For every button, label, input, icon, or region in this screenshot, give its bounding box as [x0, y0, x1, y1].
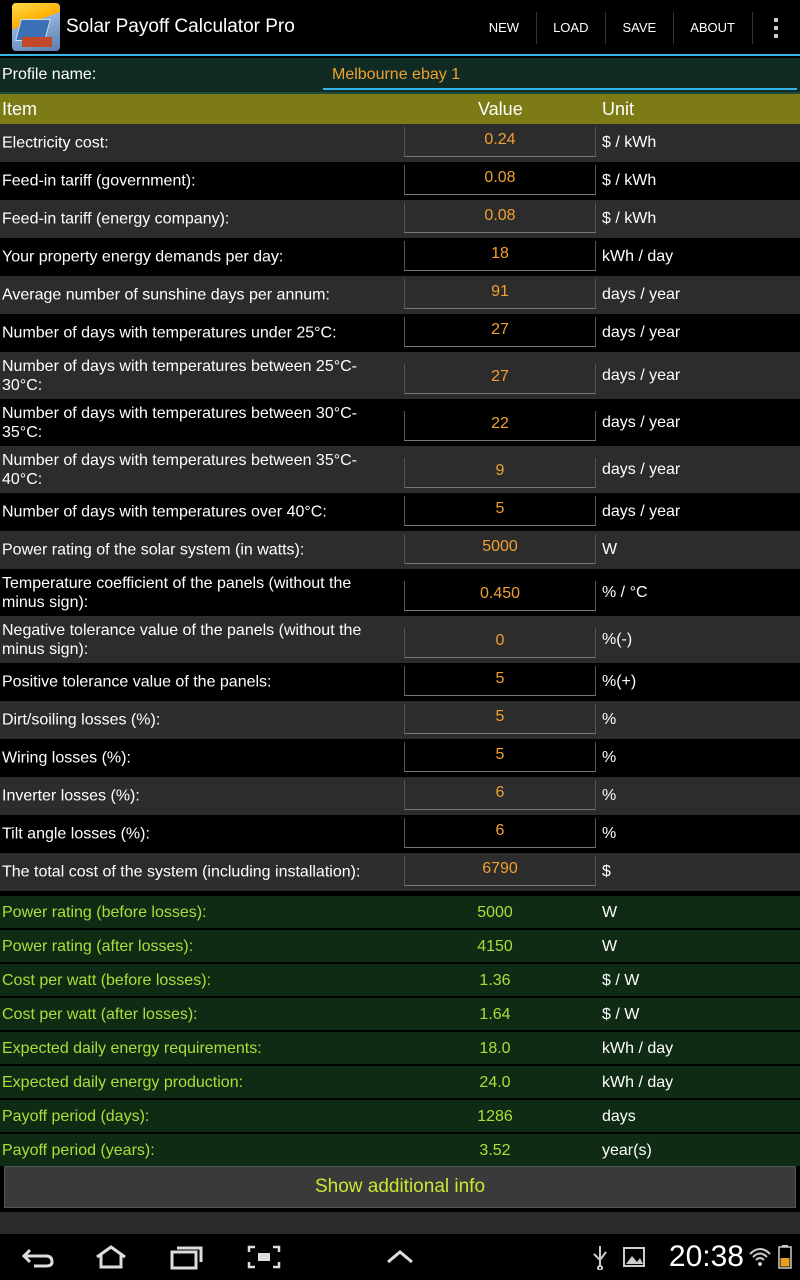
app-title: Solar Payoff Calculator Pro	[66, 16, 295, 37]
result-row	[0, 1098, 800, 1132]
result-unit: W	[602, 904, 618, 921]
app-logo-icon[interactable]	[12, 3, 60, 51]
result-label: Cost per watt (before losses):	[2, 972, 211, 989]
input-label: Negative tolerance value of the panels (without the minus sign):	[2, 621, 362, 658]
result-row	[0, 894, 800, 928]
results-table	[0, 894, 800, 1166]
column-unit: Unit	[602, 99, 635, 119]
show-additional-info-button[interactable]: Show additional info	[4, 1166, 796, 1208]
unit-label: $	[602, 863, 611, 880]
input-row	[0, 569, 800, 616]
input-table	[0, 124, 800, 891]
input-row	[0, 853, 800, 891]
back-icon[interactable]	[20, 1244, 56, 1270]
unit-label: $ / kWh	[602, 210, 657, 227]
gallery-icon	[622, 1244, 646, 1270]
input-row	[0, 124, 800, 162]
unit-label: days / year	[602, 460, 681, 478]
input-row	[0, 701, 800, 739]
unit-label: %	[602, 749, 617, 766]
result-unit: days	[602, 1108, 636, 1125]
result-row	[0, 1132, 800, 1166]
result-row	[0, 996, 800, 1030]
value-input[interactable]: 6790	[404, 856, 596, 886]
result-unit: $ / W	[602, 1006, 640, 1023]
status-clock: 20:38	[668, 1240, 744, 1273]
battery-icon	[776, 1244, 794, 1270]
result-label: Cost per watt (after losses):	[2, 1006, 198, 1023]
result-row	[0, 928, 800, 962]
input-row	[0, 493, 800, 531]
action-bar	[0, 0, 800, 56]
input-label: Your property energy demands per day:	[2, 248, 284, 266]
input-row	[0, 162, 800, 200]
load-button[interactable]: LOAD	[536, 0, 605, 56]
input-row	[0, 739, 800, 777]
input-row	[0, 352, 800, 399]
input-label: Feed-in tariff (energy company):	[2, 210, 230, 228]
value-input[interactable]: 5000	[404, 534, 596, 564]
screenshot-icon[interactable]	[246, 1244, 282, 1270]
input-label: Temperature coefficient of the panels (without the minus sign):	[2, 574, 352, 611]
profile-label: Profile name:	[2, 66, 97, 83]
input-label: Wiring losses (%):	[2, 749, 131, 767]
input-label: Feed-in tariff (government):	[2, 172, 196, 190]
save-button[interactable]: SAVE	[605, 0, 673, 56]
result-row	[0, 1064, 800, 1098]
result-value: 1.36	[479, 972, 511, 989]
result-unit: kWh / day	[602, 1074, 674, 1091]
input-row	[0, 238, 800, 276]
bottom-strip	[0, 1212, 800, 1234]
input-row	[0, 276, 800, 314]
value-input[interactable]: 6	[404, 780, 596, 810]
unit-label: days / year	[602, 324, 681, 341]
table-header	[0, 94, 800, 124]
input-label: Number of days with temperatures between 25°C-30°C:	[2, 357, 358, 394]
column-item: Item	[2, 99, 38, 119]
value-input[interactable]: 0.08	[404, 203, 596, 233]
value-input[interactable]: 5	[404, 666, 596, 696]
value-input[interactable]: 5	[404, 496, 596, 526]
unit-label: % / °C	[602, 583, 648, 601]
result-unit: year(s)	[602, 1142, 652, 1159]
unit-label: $ / kWh	[602, 134, 657, 151]
unit-label: %	[602, 825, 617, 842]
action-buttons	[472, 0, 800, 56]
result-value: 3.52	[479, 1142, 511, 1159]
unit-label: W	[602, 541, 618, 558]
input-label: Dirt/soiling losses (%):	[2, 711, 161, 729]
input-label: Power rating of the solar system (in watts):	[2, 541, 305, 559]
input-label: Tilt angle losses (%):	[2, 825, 150, 843]
value-input[interactable]: 5	[404, 742, 596, 772]
result-row	[0, 962, 800, 996]
result-label: Expected daily energy production:	[2, 1074, 244, 1091]
input-row	[0, 200, 800, 238]
usb-icon	[588, 1244, 612, 1270]
result-unit: kWh / day	[602, 1040, 674, 1057]
input-label: Number of days with temperatures under 25°C:	[2, 324, 337, 342]
new-button[interactable]: NEW	[488, 20, 520, 35]
value-input[interactable]: 22	[404, 411, 596, 441]
input-row	[0, 531, 800, 569]
input-row	[0, 314, 800, 352]
overflow-menu-icon[interactable]	[752, 0, 800, 56]
input-label: Number of days with temperatures over 40°C:	[2, 503, 327, 521]
value-input[interactable]: 0.08	[404, 165, 596, 195]
chevron-up-icon[interactable]	[382, 1244, 418, 1270]
result-value: 4150	[477, 938, 513, 955]
unit-label: days / year	[602, 286, 681, 303]
unit-label: kWh / day	[602, 248, 674, 265]
unit-label: %	[602, 711, 617, 728]
value-input[interactable]: 0.24	[404, 127, 596, 157]
unit-label: %(+)	[602, 673, 637, 690]
value-input[interactable]: 6	[404, 818, 596, 848]
result-label: Power rating (before losses):	[2, 904, 207, 921]
result-value: 18.0	[479, 1040, 511, 1057]
value-input[interactable]: 0.450	[404, 581, 596, 611]
wifi-icon	[748, 1244, 772, 1270]
home-icon[interactable]	[93, 1244, 129, 1270]
result-label: Expected daily energy requirements:	[2, 1040, 262, 1057]
input-row	[0, 815, 800, 853]
result-row	[0, 1030, 800, 1064]
input-row	[0, 399, 800, 446]
input-label: Average number of sunshine days per annum:	[2, 286, 330, 304]
input-row	[0, 616, 800, 663]
unit-label: days / year	[602, 503, 681, 520]
unit-label: %(-)	[602, 630, 633, 648]
value-input[interactable]: 27	[404, 317, 596, 347]
value-input[interactable]: 18	[404, 241, 596, 271]
value-input[interactable]: 0	[404, 628, 596, 658]
result-unit: W	[602, 938, 618, 955]
unit-label: days / year	[602, 413, 681, 431]
input-label: The total cost of the system (including installation):	[2, 863, 361, 881]
unit-label: $ / kWh	[602, 172, 657, 189]
column-value: Value	[478, 99, 523, 119]
unit-label: days / year	[602, 366, 681, 384]
system-nav-bar	[0, 1234, 800, 1280]
about-button[interactable]: ABOUT	[673, 0, 752, 56]
result-value: 5000	[477, 904, 513, 921]
input-row	[0, 663, 800, 701]
value-input[interactable]: 27	[404, 364, 596, 394]
profile-row	[0, 58, 800, 94]
result-label: Power rating (after losses):	[2, 938, 194, 955]
input-label: Inverter losses (%):	[2, 787, 140, 805]
result-label: Payoff period (years):	[2, 1142, 155, 1159]
input-label: Positive tolerance value of the panels:	[2, 673, 272, 691]
value-input[interactable]: 5	[404, 704, 596, 734]
input-label: Number of days with temperatures between 30°C-35°C:	[2, 404, 358, 441]
profile-name-input[interactable]: Melbourne ebay 1	[323, 58, 797, 90]
result-label: Payoff period (days):	[2, 1108, 150, 1125]
result-value: 24.0	[479, 1074, 511, 1091]
result-unit: $ / W	[602, 972, 640, 989]
result-value: 1.64	[479, 1006, 511, 1023]
result-value: 1286	[477, 1108, 513, 1125]
input-row	[0, 777, 800, 815]
input-label: Electricity cost:	[2, 134, 109, 152]
value-input[interactable]: 9	[404, 458, 596, 488]
unit-label: %	[602, 787, 617, 804]
value-input[interactable]: 91	[404, 279, 596, 309]
input-label: Number of days with temperatures between 35°C-40°C:	[2, 451, 358, 488]
recent-apps-icon[interactable]	[168, 1244, 204, 1270]
input-row	[0, 446, 800, 493]
